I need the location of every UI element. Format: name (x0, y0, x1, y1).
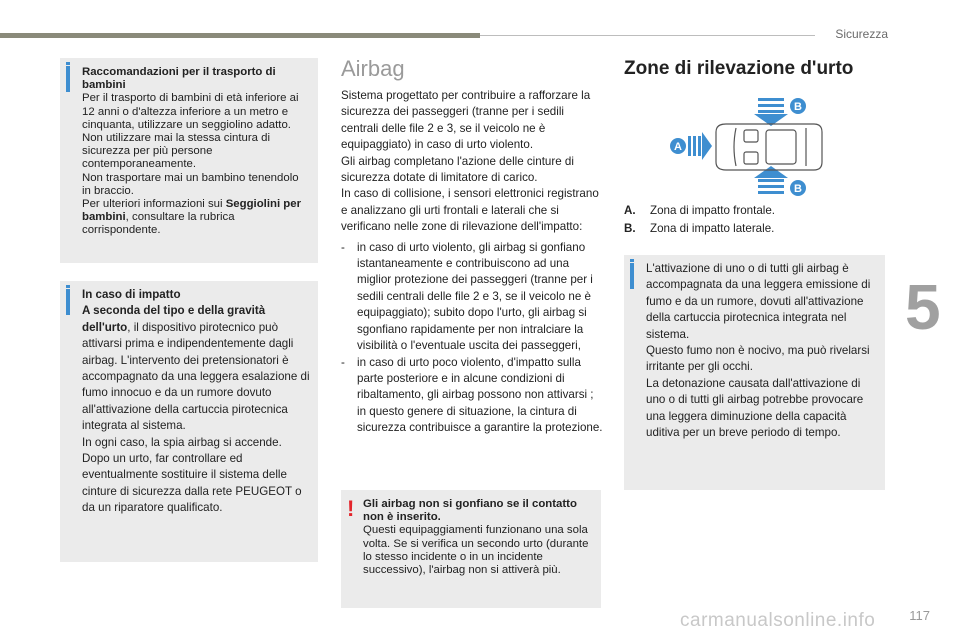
box-line: Non utilizzare mai la stessa cintura di sicurezza per più persone contemporaneamente. (82, 132, 271, 171)
page-number: 117 (909, 608, 930, 623)
box-title: Raccomandazioni per il trasporto di bambini (82, 66, 276, 92)
front-impact-arrow (688, 132, 712, 160)
activation-paragraph-3: La detonazione causata dall'attivazione di uno o di tutti gli airbag potrebbe provocare una leggera diminuzione della capacità uditiva per un breve periodo di tempo. (646, 376, 864, 440)
impact-zones-diagram (666, 92, 826, 202)
activation-info-box (624, 255, 885, 490)
box-line: Non trasportare mai un bambino tenendolo in braccio. (82, 171, 299, 197)
airbag-heading: Airbag (341, 56, 405, 81)
activation-paragraph-1: L'attivazione di uno o di tutti gli airbag è accompagnata da una leggera emissione di fumo e da un rumore, dovuti all'attivazione della cartuccia pirotecnica integrata nel sistema. (646, 262, 871, 341)
child-transport-info-box (60, 58, 318, 263)
label-b-bottom (790, 180, 806, 196)
warning-text (363, 498, 593, 577)
activation-text (646, 261, 877, 441)
cross-reference: Seggiolini per bambini (82, 198, 302, 224)
box-line: Per il trasporto di bambini di età inferiore ai 12 anni o d'altezza inferiore a un metro e cinquanta, utilizzare un seggiolino adatto. (82, 92, 299, 131)
impact-paragraph-3: Dopo un urto, far controllare ed eventualmente sostituire il sistema delle cinture di sicurezza dalla rete PEUGEOT o da un riparatore qualificato. (82, 452, 302, 515)
warning-title: Gli airbag non si gonfiano se il contatto non è inserito. (363, 498, 577, 524)
impact-paragraph-2: In ogni caso, la spia airbag si accende. (82, 435, 282, 449)
airbag-paragraph-1: Sistema progettato per contribuire a rafforzare la sicurezza dei passeggeri (tranne per i sedili centrali delle file 2 e 3, se il veicolo ne è equipaggiato) in caso di urto violento. (341, 89, 591, 152)
header-rule (0, 33, 480, 38)
activation-paragraph-2: Questo fumo non è nocivo, ma può rivelarsi irritante per gli occhi. (646, 344, 870, 374)
side-impact-arrow-top (754, 98, 788, 126)
impact-text (82, 287, 310, 517)
box-title: In caso di impatto (82, 288, 181, 301)
child-transport-text (82, 66, 310, 238)
detection-zones-heading: Zone di rilevazione d'urto (624, 58, 854, 79)
box-line-more: Per ulteriori informazioni sui Seggiolini per bambini, consultare la rubrica corrispondente. (82, 198, 302, 237)
airbag-paragraph-3: In caso di collisione, i sensori elettronici registrano e analizzano gli urti frontali e laterali che si verificano nelle zone di rilevazione dell'impatto: (341, 187, 599, 234)
list-item: - in caso di urto poco violento, d'impatto sulla parte posteriore e in alcune condizioni di ribaltamento, gli airbag possono non attivarsi ; in questo genere di situazione, la cintura di sicurezza contribuisce a garantire la protezione. (341, 355, 603, 435)
info-icon-dot (66, 62, 70, 65)
label-b-top (790, 98, 806, 114)
info-icon (66, 66, 70, 92)
info-icon-dot (66, 285, 70, 288)
info-icon (66, 289, 70, 315)
svg-text:B: B (794, 101, 802, 113)
airbag-list (341, 240, 603, 437)
legend-item-front: A. Zona di impatto frontale. (624, 204, 776, 217)
impact-paragraph: A seconda del tipo e della gravità dell'urto, il dispositivo pirotecnico può attivarsi prima e indipendentemente dagli airbag. L'intervento dei pretensionatori è accompagnato da una leggera esalazione di fumo innocuo e da un rumore dovuto all'attivazione della cartuccia pirotecnica integrata al sistema. (82, 304, 310, 433)
warning-body: Questi equipaggiamenti funzionano una sola volta. Se si verifica un secondo urto (durante lo stesso incidente o in un incidente successivo), l'airbag non si attiverà più. (363, 524, 589, 577)
list-item: - in caso di urto violento, gli airbag si gonfiano istantaneamente e contribuiscono ad una miglior protezione dei passeggeri (tranne per i sedili centrali delle file 2 e 3, se il veicolo ne è equipaggiato); subito dopo l'urto, gli airbag si sgonfiano rapidamente per non intralciare la visibilità o l'eventuale uscita dei passeggeri, (341, 240, 593, 353)
impact-info-box (60, 281, 318, 562)
label-a (670, 138, 686, 154)
car-top-view (716, 124, 822, 170)
header-rule-thin (480, 35, 815, 36)
legend-item-side: B. Zona di impatto laterale. (624, 222, 775, 235)
svg-text:B: B (794, 183, 802, 195)
info-icon-dot (630, 259, 634, 262)
chapter-number: 5 (905, 271, 941, 343)
svg-text:A: A (674, 141, 682, 153)
airbag-paragraph-2: Gli airbag completano l'azione delle cinture di sicurezza dotate di limitatore di carico. (341, 154, 574, 185)
info-icon (630, 263, 634, 289)
watermark: carmanualsonline.info (680, 610, 876, 631)
airbag-warning-box (341, 490, 601, 608)
warning-icon: ! (347, 496, 355, 521)
airbag-body (341, 88, 603, 437)
section-title: Sicurezza (835, 27, 888, 41)
